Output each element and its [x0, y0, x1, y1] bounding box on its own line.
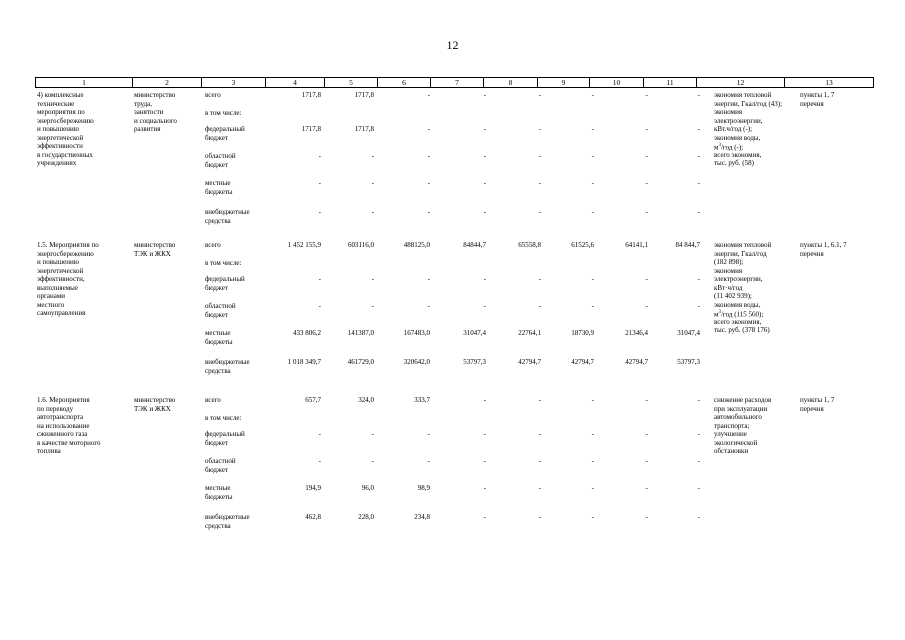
activity-name-line: эффективности [37, 142, 83, 150]
funding-value: 61525,6 [571, 241, 594, 249]
funding-value: - [427, 179, 430, 187]
expected-result-line: снижение расходов [714, 396, 772, 404]
funding-value: - [645, 179, 648, 187]
funding-source-label: всего [205, 396, 221, 404]
funding-value: 21346,4 [625, 329, 648, 337]
funding-value: - [483, 513, 486, 521]
column-header-cell: 12 [697, 78, 785, 88]
funding-value: - [697, 208, 700, 216]
activity-name-line: эффективности, [37, 275, 85, 283]
expected-result-line: энергии, Гкал/год [714, 249, 767, 258]
funding-value: - [318, 275, 321, 283]
funding-source-label: бюджет [205, 283, 228, 292]
funding-source-label: средства [205, 216, 231, 225]
funding-value: - [427, 208, 430, 216]
funding-source-label: областной [205, 152, 236, 160]
plan-points-line: пункты 1, 7 [800, 91, 835, 99]
funding-value: - [427, 430, 430, 438]
funding-value: 194,9 [305, 484, 321, 492]
column-header-cell: 10 [590, 78, 644, 88]
funding-value: - [483, 152, 486, 160]
funding-value: - [538, 513, 541, 521]
executor-line: и социального [134, 116, 177, 125]
funding-value: - [697, 125, 700, 133]
funding-value: 320642,0 [403, 358, 430, 366]
funding-value: 84844,7 [463, 241, 486, 249]
funding-value: - [483, 396, 486, 404]
funding-value: - [427, 152, 430, 160]
expected-result-line: при эксплуатации [714, 404, 768, 413]
funding-value: - [427, 457, 430, 465]
funding-value: 433 806,2 [293, 329, 321, 337]
funding-value: 65558,8 [518, 241, 541, 249]
column-header-cell: 3 [202, 78, 266, 88]
funding-value: - [591, 208, 594, 216]
funding-value: - [591, 513, 594, 521]
plan-points-line: перечня [800, 404, 824, 413]
expected-result-line: автомобильного [714, 413, 762, 421]
funding-value: 42794,7 [625, 358, 648, 366]
funding-value: 1717,8 [354, 125, 374, 133]
funding-value: - [697, 152, 700, 160]
funding-value: - [591, 125, 594, 133]
column-header-cell: 7 [431, 78, 484, 88]
funding-value: - [371, 152, 374, 160]
funding-value: - [645, 396, 648, 404]
funding-value: - [538, 457, 541, 465]
funding-source-label: бюджет [205, 160, 228, 169]
activity-name-line: энергосбережению [37, 249, 94, 258]
funding-value: - [483, 275, 486, 283]
executor-line: министерство [134, 91, 176, 99]
funding-source-label: бюджеты [205, 492, 233, 501]
funding-value: - [483, 179, 486, 187]
funding-value: 333,7 [414, 396, 430, 404]
funding-value: - [645, 91, 648, 99]
funding-source-label: в том числе: [205, 414, 242, 422]
funding-value: - [371, 430, 374, 438]
funding-value: - [538, 125, 541, 133]
funding-value: 167483,0 [403, 329, 430, 337]
activity-name-line: на использование [37, 421, 90, 430]
activity-name-line: местного [37, 300, 65, 309]
funding-value: 234,8 [414, 513, 430, 521]
funding-value: 42794,7 [518, 358, 541, 366]
funding-value: 1717,8 [354, 91, 374, 99]
funding-value: - [591, 302, 594, 310]
column-header-cell: 13 [785, 78, 874, 88]
funding-value: 657,7 [305, 396, 321, 404]
funding-value: - [318, 457, 321, 465]
funding-value: - [538, 302, 541, 310]
funding-value: 98,9 [417, 484, 430, 492]
expected-result-line: экономия [714, 108, 743, 116]
expected-result-line: электроэнергии, [714, 275, 763, 283]
column-header-cell: 11 [644, 78, 697, 88]
column-header-cell: 6 [378, 78, 431, 88]
funding-source-label: бюджеты [205, 187, 233, 196]
funding-value: - [483, 457, 486, 465]
page-number: 12 [446, 38, 459, 52]
expected-result-line: (11 402 939); [714, 292, 752, 300]
activity-name-line: энергетической [37, 266, 84, 275]
funding-value: - [645, 275, 648, 283]
funding-source-label: средства [205, 366, 231, 375]
funding-value: - [483, 484, 486, 492]
funding-source-label: бюджеты [205, 337, 233, 346]
expected-result-line: (182 898); [714, 258, 744, 266]
funding-value: 53797,3 [463, 358, 486, 366]
activity-name-line: по переводу [37, 404, 74, 413]
funding-value: - [371, 208, 374, 216]
activity-name-line: и повышению [37, 258, 79, 266]
funding-value: - [591, 396, 594, 404]
funding-value: - [645, 513, 648, 521]
funding-source-label: внебюджетные [205, 358, 250, 366]
funding-value: - [538, 275, 541, 283]
funding-source-label: бюджет [205, 465, 228, 474]
funding-value: - [697, 179, 700, 187]
funding-value: - [538, 430, 541, 438]
funding-source-label: в том числе: [205, 109, 242, 117]
funding-value: 462,8 [305, 513, 321, 521]
expected-result-line: кВт.ч/год (-); [714, 125, 753, 133]
funding-value: 141387,0 [347, 329, 374, 337]
executor-line: министерство [134, 396, 176, 404]
funding-value: - [697, 430, 700, 438]
activity-name-line: технические [37, 99, 75, 108]
column-header-cell: 1 [36, 78, 133, 88]
funding-value: 461729,0 [347, 358, 374, 366]
expected-result-line: $м^3$/год (115 560); [714, 310, 764, 319]
funding-value: 84 844,7 [675, 241, 700, 249]
activity-name-line: органами [37, 292, 66, 300]
activity-name-line: и повышению [37, 125, 79, 133]
expected-result-line: экономия тепловой [714, 91, 772, 99]
executor-line: ТЭК и ЖКХ [134, 249, 171, 258]
expected-result-line: энергии, Гкал/год (43); [714, 99, 783, 108]
funding-source-label: федеральный [205, 275, 245, 283]
funding-value: 31047,4 [677, 329, 700, 337]
plan-points-line: пункты 1, 7 [800, 396, 835, 404]
activity-name-line: энергосбережению [37, 116, 94, 125]
funding-value: - [483, 302, 486, 310]
funding-source-label: местные [205, 484, 231, 492]
funding-value: - [371, 275, 374, 283]
funding-value: - [697, 91, 700, 99]
funding-value: - [591, 430, 594, 438]
funding-value: - [591, 484, 594, 492]
funding-value: - [427, 275, 430, 283]
funding-value: 228,0 [358, 513, 374, 521]
activity-name-line: в качестве моторного [37, 438, 101, 447]
funding-source-label: федеральный [205, 430, 245, 438]
funding-value: - [591, 152, 594, 160]
activity-name-line: энергетической [37, 133, 84, 142]
funding-value: - [591, 91, 594, 99]
expected-result-line: транспорта; [714, 421, 750, 430]
executor-line: министерство [134, 241, 176, 249]
funding-value: 488125,0 [403, 241, 430, 249]
funding-value: - [371, 302, 374, 310]
funding-source-label: федеральный [205, 125, 245, 133]
funding-source-label: областной [205, 302, 236, 310]
expected-result-line: кВт·ч/год [714, 283, 743, 292]
funding-value: - [591, 179, 594, 187]
activity-name-line: топлива [37, 447, 61, 455]
funding-value: - [645, 152, 648, 160]
funding-value: - [318, 302, 321, 310]
funding-value: - [645, 208, 648, 216]
funding-source-label: внебюджетные [205, 208, 250, 216]
funding-value: 53797,3 [677, 358, 700, 366]
funding-value: - [483, 430, 486, 438]
activity-name-line: выполняемые [37, 283, 78, 292]
executor-line: занятости [134, 108, 164, 116]
funding-value: - [645, 125, 648, 133]
activity-name-line: в государственных [37, 150, 93, 159]
activity-name-line: 1.5. Мероприятия по [37, 241, 99, 249]
expected-result-line: экономия [714, 266, 743, 275]
activity-name-line: мероприятия по [37, 108, 85, 116]
funding-value: - [538, 91, 541, 99]
activity-name-line: 4) комплексные [37, 91, 84, 99]
activity-name-line: самоуправления [37, 309, 86, 317]
funding-value: 22764,1 [518, 329, 541, 337]
expected-result-line: улучшение [714, 430, 747, 438]
plan-points-line: перечня [800, 99, 824, 108]
funding-source-label: местные [205, 179, 231, 187]
funding-value: - [697, 302, 700, 310]
funding-value: - [538, 152, 541, 160]
funding-value: - [645, 457, 648, 465]
funding-value: 1717,8 [301, 125, 321, 133]
funding-value: 1 018 349,7 [287, 358, 321, 366]
expected-result-line: всего экономия, [714, 317, 762, 326]
funding-source-label: местные [205, 329, 231, 337]
expected-result-line: всего экономия, [714, 150, 762, 159]
funding-value: - [645, 484, 648, 492]
expected-result-line: экономия тепловой [714, 241, 772, 249]
funding-value: - [427, 91, 430, 99]
executor-line: ТЭК и ЖКХ [134, 404, 171, 413]
funding-value: - [697, 396, 700, 404]
funding-value: 603116,0 [348, 241, 374, 249]
funding-value: - [371, 457, 374, 465]
funding-value: 31047,4 [463, 329, 486, 337]
plan-points-line: перечня [800, 249, 824, 258]
funding-source-label: областной [205, 457, 236, 465]
column-header-cell: 2 [133, 78, 202, 88]
funding-value: - [318, 152, 321, 160]
funding-source-label: в том числе: [205, 259, 242, 267]
expected-result-line: экономия воды, [714, 300, 761, 309]
funding-value: - [318, 208, 321, 216]
funding-source-label: бюджет [205, 133, 228, 142]
funding-source-label: всего [205, 241, 221, 249]
funding-value: - [318, 430, 321, 438]
funding-value: - [538, 484, 541, 492]
funding-value: 42794,7 [571, 358, 594, 366]
funding-source-label: средства [205, 521, 231, 530]
funding-value: 96,0 [361, 484, 374, 492]
expected-result-line: $м^3$/год (-); [714, 143, 744, 152]
funding-value: - [697, 484, 700, 492]
funding-value: - [483, 125, 486, 133]
expected-result-line: электроэнергии, [714, 116, 763, 125]
funding-value: - [645, 430, 648, 438]
funding-value: 18730,9 [571, 329, 594, 337]
column-header-cell: 5 [325, 78, 378, 88]
funding-value: 64141,1 [625, 241, 648, 249]
column-header-cell: 4 [266, 78, 325, 88]
funding-value: - [427, 302, 430, 310]
funding-value: 324,0 [358, 396, 374, 404]
funding-value: - [645, 302, 648, 310]
funding-value: 1717,8 [301, 91, 321, 99]
funding-value: - [483, 91, 486, 99]
funding-source-label: всего [205, 91, 221, 99]
funding-value: - [427, 125, 430, 133]
funding-value: - [591, 275, 594, 283]
funding-value: - [697, 457, 700, 465]
activity-name-line: сжиженного газа [37, 430, 88, 438]
funding-value: - [538, 179, 541, 187]
funding-source-label: бюджет [205, 438, 228, 447]
funding-value: - [697, 513, 700, 521]
funding-value: 1 452 155,9 [287, 241, 321, 249]
column-header-row [35, 77, 874, 88]
funding-source-label: бюджет [205, 310, 228, 319]
funding-source-label: внебюджетные [205, 513, 250, 521]
funding-value: - [371, 179, 374, 187]
plan-points-line: пункты 1, 6.1, 7 [800, 241, 847, 249]
expected-result-line: тыс. руб. (58) [714, 159, 754, 167]
executor-line: труда, [134, 99, 153, 108]
executor-line: развития [134, 125, 161, 133]
activity-name-line: учреждениях [37, 159, 77, 167]
activity-name-line: автотранспорта [37, 413, 84, 421]
column-header-cell: 9 [538, 78, 590, 88]
activity-name-line: 1.6. Мероприятия [37, 396, 90, 404]
funding-value: - [538, 396, 541, 404]
expected-result-line: тыс. руб. (378 176) [714, 326, 770, 334]
funding-value: - [318, 179, 321, 187]
expected-result-line: экономия воды, [714, 133, 761, 142]
column-header-cell: 8 [484, 78, 538, 88]
funding-value: - [483, 208, 486, 216]
expected-result-line: экологической [714, 438, 758, 447]
funding-value: - [591, 457, 594, 465]
funding-value: - [538, 208, 541, 216]
funding-value: - [697, 275, 700, 283]
expected-result-line: обстановки [714, 447, 749, 455]
